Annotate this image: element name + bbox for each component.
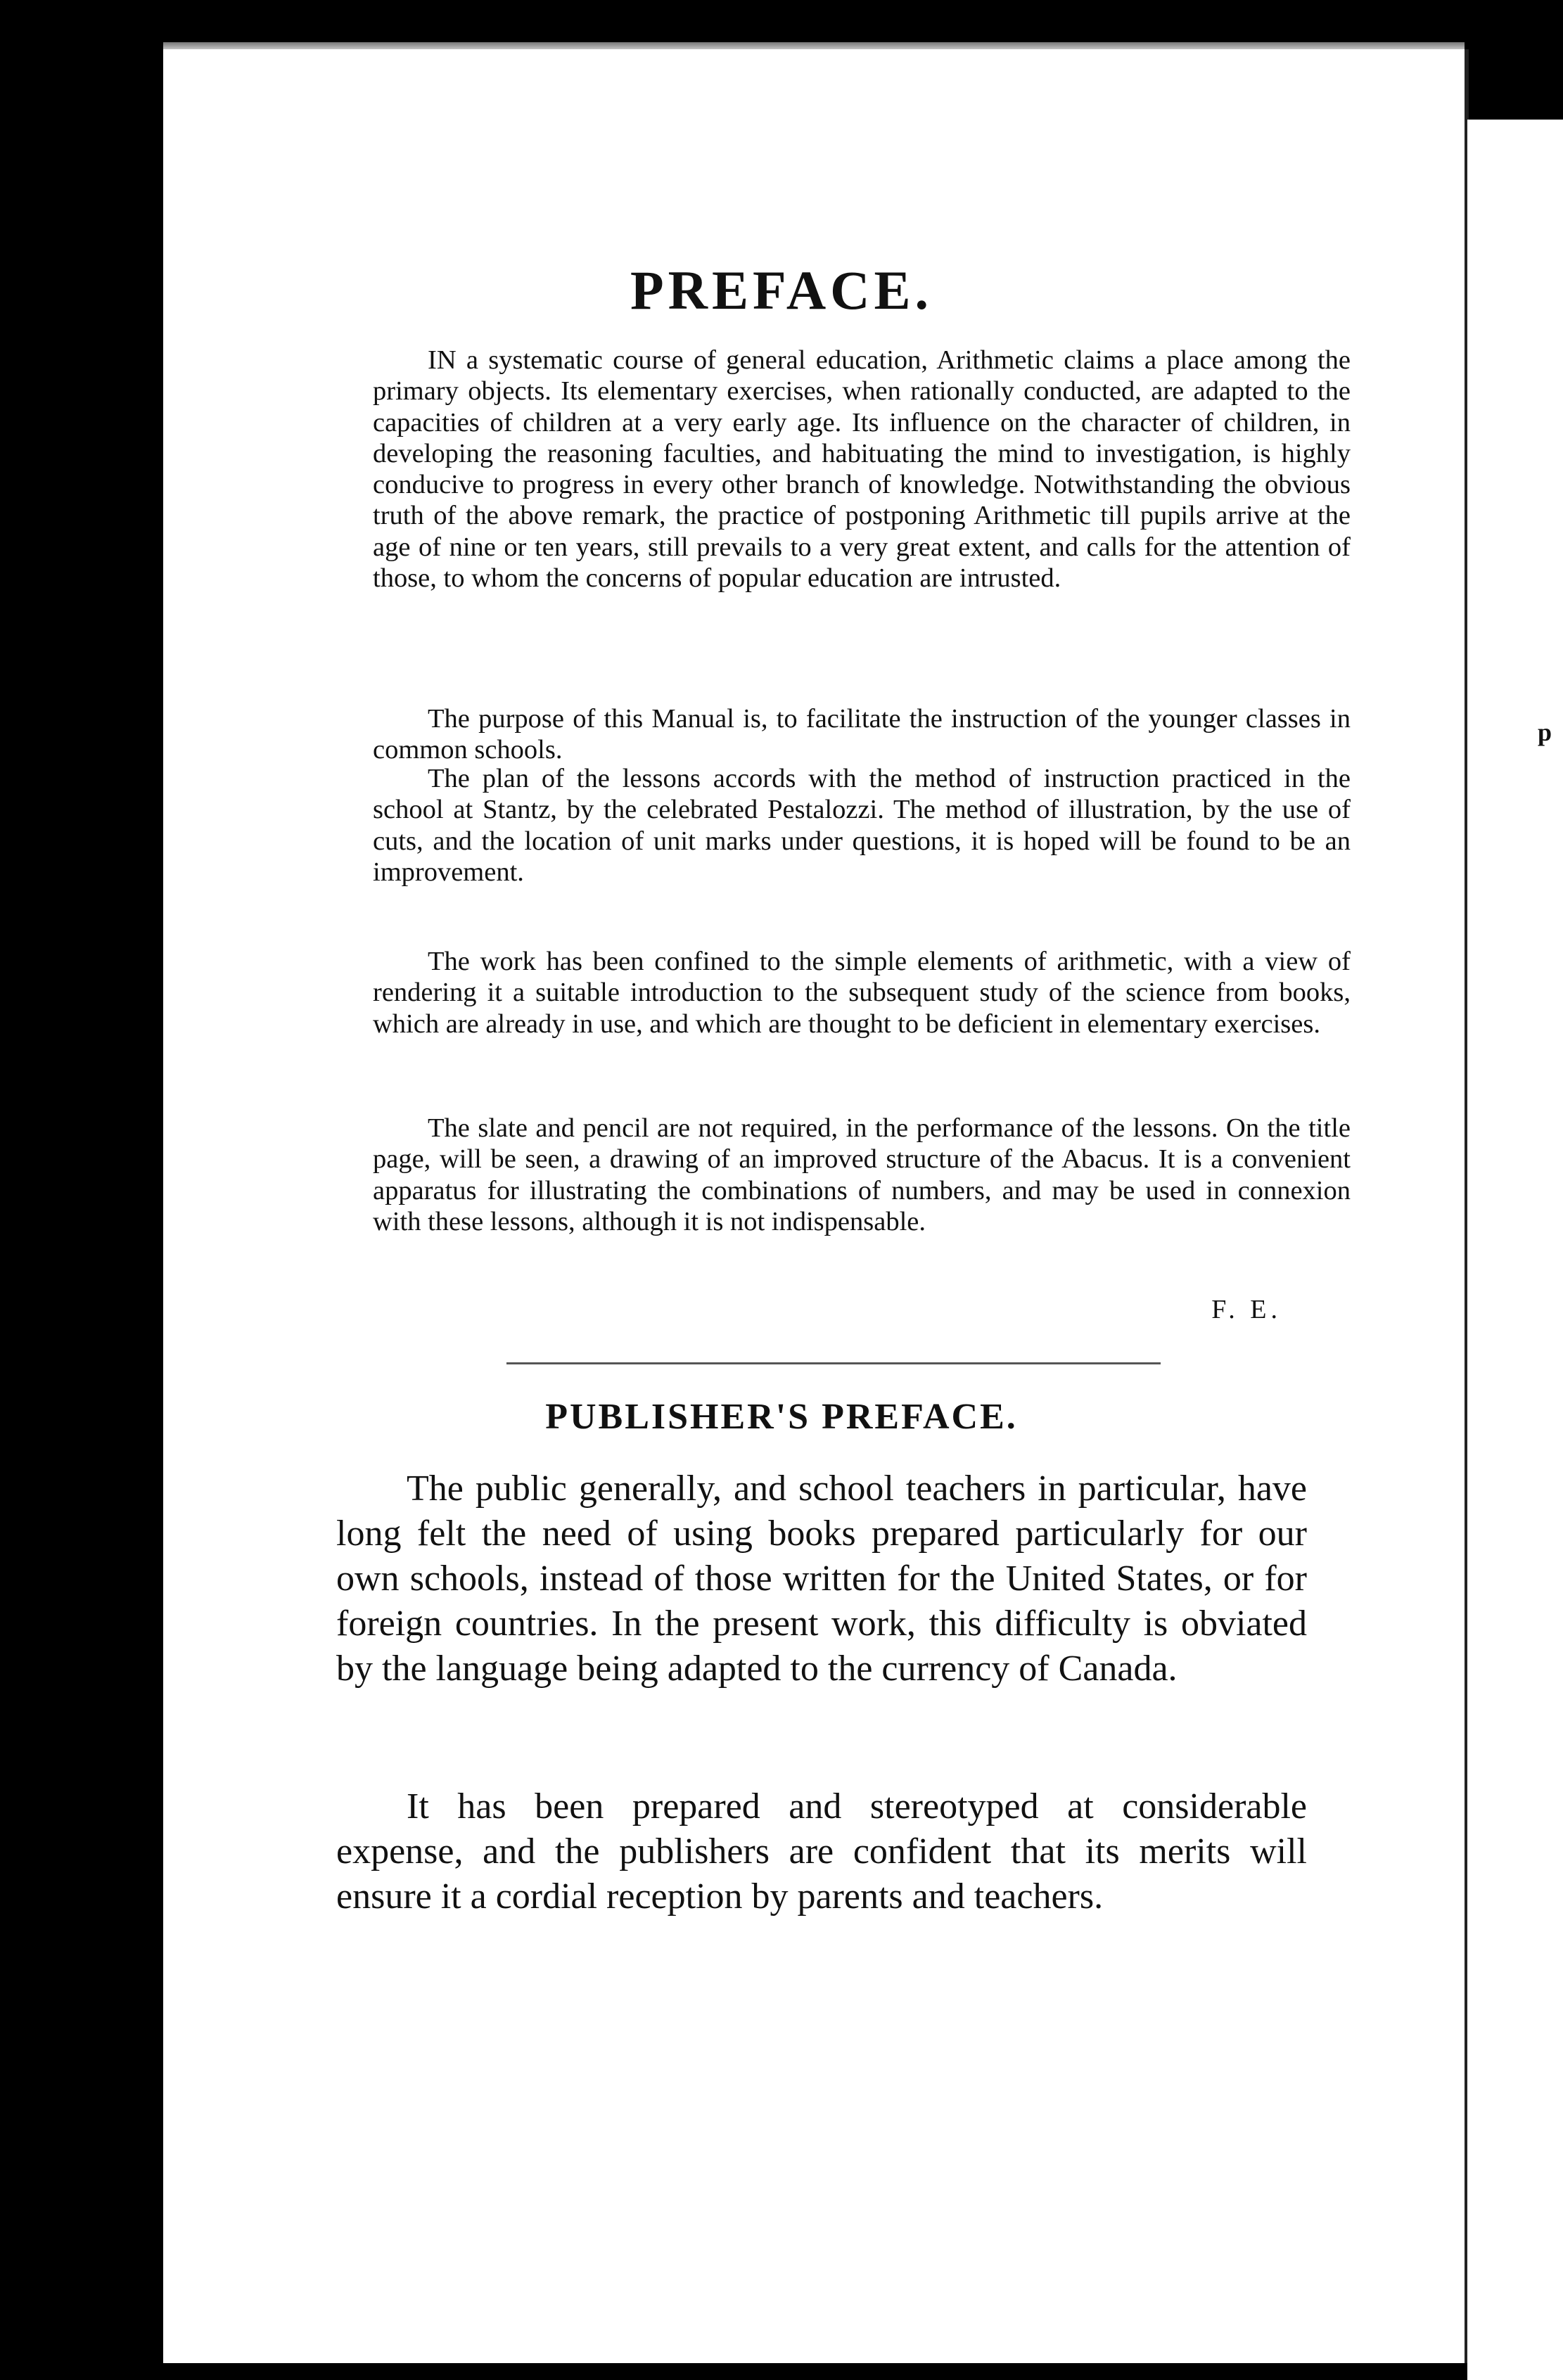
preface-paragraph-4: The work has been confined to the simple elements of arithmetic, with a view of rendering it a suitable introduction to the subsequent study of the science from books, which are already in use, and which are thought to be deficient in elementary exercises. xyxy=(373,947,1351,1039)
preface-signature: F. E. xyxy=(1211,1295,1282,1324)
publishers-preface-paragraph-2: It has been prepared and stereotyped at considerable expense, and the publishers are confident that its merits will ensure it a cordial reception by parents and teachers. xyxy=(336,1786,1307,1917)
section-divider xyxy=(506,1362,1161,1364)
preface-paragraph-3: The plan of the lessons accords with the method of instruction practiced in the school at Stantz, by the celebrated Pestalozzi. The method of illustration, by the use of cuts, and the location of unit marks under questions, it is hoped will be found to be an improvement. xyxy=(373,764,1351,887)
preface-title: PREFACE. xyxy=(630,260,933,321)
publishers-preface-paragraph-1: The public generally, and school teachers in particular, have long felt the need of using books prepared particularly for our own schools, instead of those written for the United States, or for foreign countries. In the present work, this difficulty is obviated by the language being adapted to the currency of Canada. xyxy=(336,1469,1307,1689)
preface-paragraph-2: The purpose of this Manual is, to facilitate the instruction of the younger classes in common schools. xyxy=(373,704,1351,765)
facing-page-fragment: p xyxy=(1538,718,1552,746)
facing-page xyxy=(1467,120,1563,2380)
preface-paragraph-5: The slate and pencil are not required, in the performance of the lessons. On the title page, will be seen, a drawing of an improved structure of the Abacus. It is a convenient apparatus for illustrating the combinations of numbers, and may be used in connexion with these lessons, although it is not indispensable. xyxy=(373,1113,1351,1236)
preface-paragraph-1: IN a systematic course of general education, Arithmetic claims a place among the primary objects. Its elementary exercises, when rationally conducted, are adapted to the capacities of children at a very early age. Its influence on the character of children, in developing the reasoning faculties, and habituating the mind to investigation, is highly conducive to progress in every other branch of knowledge. Notwithstanding the obvious truth of the above remark, the practice of postponing Arithmetic till pupils arrive at the age of nine or ten years, still prevails to a very great extent, and calls for the attention of those, to whom the concerns of popular education are intrusted. xyxy=(373,345,1351,594)
publishers-preface-title: PUBLISHER'S PREFACE. xyxy=(545,1397,1018,1437)
